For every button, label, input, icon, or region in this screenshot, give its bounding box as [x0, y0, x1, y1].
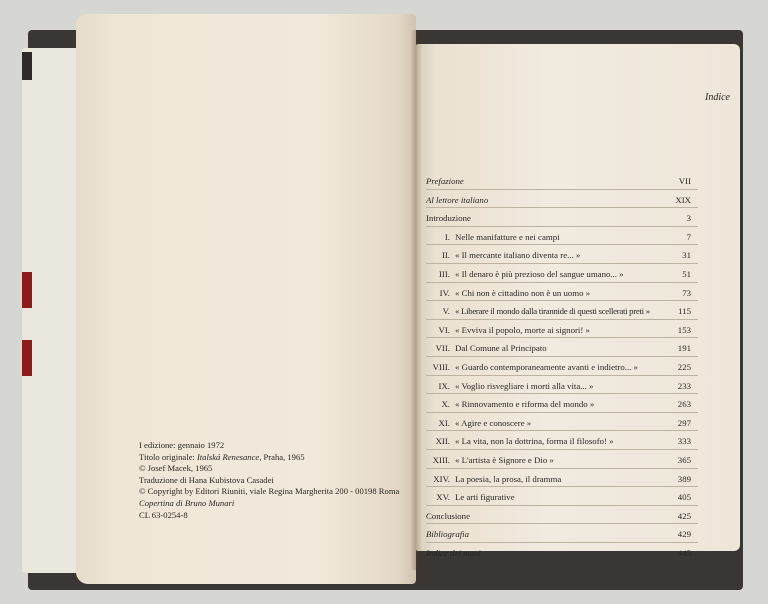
toc-rule	[426, 337, 698, 338]
toc-chapter-row: IV. « Chi non è cittadino non è un uomo » 73	[439, 287, 691, 298]
toc-chapter-row: X. « Rinnovamento e riforma del mondo » 263	[441, 399, 691, 410]
catalog-line: CL 63-0254-8	[139, 509, 188, 520]
toc-rule	[426, 300, 698, 301]
table-of-contents	[426, 176, 691, 566]
toc-row: Al lettore italiano XIX	[426, 194, 691, 205]
toc-rule	[426, 189, 698, 190]
toc-row: Prefazione VII	[426, 176, 691, 186]
toc-chapter-row: XIV. La poesia, la prosa, il dramma 389	[433, 473, 691, 484]
toc-rule	[426, 282, 698, 283]
author-copyright-line: © Josef Macek, 1965	[139, 463, 213, 474]
toc-rule	[426, 430, 698, 431]
toc-rule	[426, 449, 698, 450]
toc-rule	[426, 244, 698, 245]
toc-row: Bibliografia 429	[426, 529, 691, 540]
publisher-copyright-line: © Copyright by Editori Riuniti, viale Regina Margherita 200 - 00198 Roma	[139, 486, 400, 497]
toc-rule	[426, 505, 698, 506]
toc-chapter-row: XIII. « L'artista è Signore e Dio » 365	[432, 454, 691, 465]
toc-rule	[426, 226, 698, 227]
book-gutter	[410, 30, 422, 570]
toc-chapter-row: VIII. « Guardo contemporaneamente avanti e indietro... » 225	[432, 361, 691, 372]
toc-row: Indice dei nomi 445	[426, 547, 691, 558]
toc-chapter-row: I. Nelle manifatture e nei campi 7	[444, 231, 691, 242]
spine-band-red-1	[22, 272, 32, 308]
toc-chapter-row: II. « Il mercante italiano diventa re... » 31	[441, 250, 691, 261]
translation-line: Traduzione di Hana Kubistova Casadei	[139, 474, 274, 485]
spine-band-red-2	[22, 340, 32, 376]
toc-chapter-row: XV. Le arti figurative 405	[436, 492, 691, 503]
toc-chapter-row: VI. « Evviva il popolo, morte ai signori! » 153	[438, 324, 691, 335]
toc-chapter-row: IX. « Voglio risvegliare i morti alla vita... » 233	[438, 380, 691, 391]
running-header: Indice	[705, 92, 730, 103]
toc-row: Introduzione 3	[426, 213, 691, 224]
toc-rule	[426, 468, 698, 469]
toc-row: Conclusione 425	[426, 510, 691, 521]
book-edge	[22, 48, 80, 573]
spine-band-top	[22, 52, 32, 80]
original-title-line: Titolo originale: Italská Renesance, Praha, 1965	[139, 451, 305, 462]
edition-line: I edizione: gennaio 1972	[139, 440, 225, 450]
toc-chapter-row: III. « Il denaro è più prezioso del sangue umano... » 51	[439, 268, 691, 279]
toc-rule	[426, 412, 698, 413]
toc-rule	[426, 356, 698, 357]
toc-rule	[426, 486, 698, 487]
toc-chapter-row: XI. « Agire e conoscere » 297	[438, 417, 691, 428]
toc-rule	[426, 375, 698, 376]
toc-rule	[426, 263, 698, 264]
toc-chapter-row: XII. « La vita, non la dottrina, forma il filosofo! » 333	[435, 436, 691, 447]
cover-credit-line: Copertina di Bruno Munari	[139, 497, 235, 508]
toc-rule	[426, 523, 698, 524]
toc-rule	[426, 542, 698, 543]
toc-rule	[426, 207, 698, 208]
toc-rule	[426, 319, 698, 320]
toc-rule	[426, 393, 698, 394]
toc-chapter-row: V. « Liberare il mondo dalla tirannide di questi scellerati preti » 115	[442, 306, 691, 317]
imprint-block	[139, 440, 399, 521]
toc-chapter-row: VII. Dal Comune al Principato 191	[435, 343, 691, 354]
